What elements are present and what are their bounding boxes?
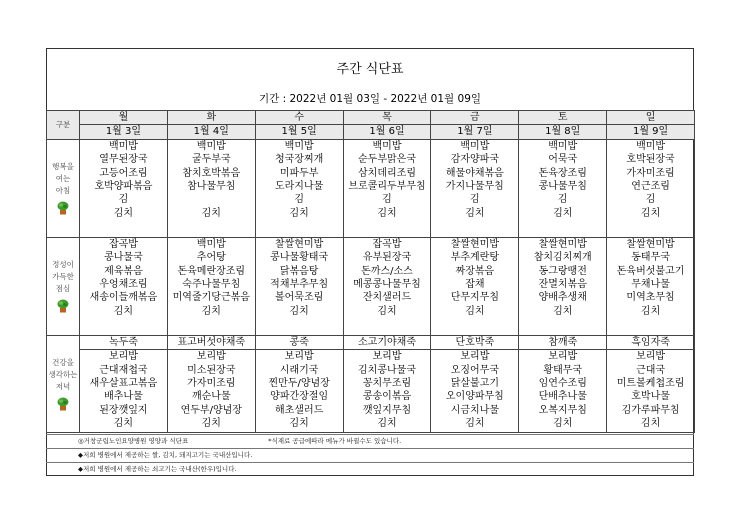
meal-cell xyxy=(167,350,255,433)
menu-item: 김치 xyxy=(465,305,485,317)
menu-item: 고등어조림 xyxy=(99,167,148,179)
meal-label-text: 아침 xyxy=(55,186,71,196)
menu-item: 보리밥 xyxy=(548,351,578,363)
menu-item: 추어탕 xyxy=(196,252,226,264)
meal-row xyxy=(47,350,695,433)
menu-item: 잡곡밥 xyxy=(108,238,138,250)
menu-item: 꽁치무조림 xyxy=(362,378,412,389)
porridge-cell: 참깨죽 xyxy=(519,335,607,349)
meal-label xyxy=(47,335,80,432)
menu-item: 백미밥 xyxy=(636,140,666,152)
menu-item: 콩송이볶음 xyxy=(362,391,412,403)
porridge-cell: 흑임자죽 xyxy=(607,335,695,349)
menu-item: 연근조림 xyxy=(631,180,670,192)
menu-item: 우엉채조림 xyxy=(99,278,148,290)
note-text: ◎거창군립노인요양병원 영양과 식단표 xyxy=(78,437,189,445)
meal-cell xyxy=(519,237,607,335)
menu-item: 잔치샐러드 xyxy=(362,292,412,304)
menu-item: 양배추생채 xyxy=(538,292,587,304)
menu-item: 김치 xyxy=(113,305,134,317)
meal-label-text: 저녁 xyxy=(55,382,71,392)
meal-cell xyxy=(80,139,168,237)
menu-item: 시금치나물 xyxy=(450,404,500,416)
menu-item: 잔멸치볶음 xyxy=(538,278,587,290)
menu-item: 닭살불고기 xyxy=(450,378,500,389)
menu-item: 양파간장절임 xyxy=(270,391,329,403)
meal-cell xyxy=(607,139,695,237)
menu-item: 잡채 xyxy=(465,278,485,290)
menu-item: 순두부맑은국 xyxy=(358,154,416,166)
menu-item: 메콩콩나물무침 xyxy=(353,278,421,290)
menu-item: 보리밥 xyxy=(196,351,226,363)
meal-label xyxy=(47,237,80,335)
menu-item: 김치 xyxy=(640,305,661,317)
menu-item: 미소된장국 xyxy=(187,364,236,376)
menu-item: 새우살표고볶음 xyxy=(89,378,158,389)
menu-item: 청국장찌개 xyxy=(274,154,324,166)
menu-item: 찰쌀현미밥 xyxy=(274,238,324,250)
menu-item: 연두부/양념장 xyxy=(180,404,242,416)
note-text: ◆저희 병원에서 제공하는 쇠고기는 국내산(한우)입니다. xyxy=(78,465,237,473)
meal-cell xyxy=(343,237,431,335)
meal-cell xyxy=(519,350,607,433)
menu-item: 오이양파무침 xyxy=(445,391,504,403)
menu-item: 콩나물무침 xyxy=(538,180,587,192)
menu-item xyxy=(168,193,255,206)
menu-item: 제육볶음 xyxy=(104,265,143,277)
meal-cell xyxy=(167,139,255,237)
menu-item: 미역줄기당근볶음 xyxy=(172,292,250,304)
plant-icon xyxy=(57,201,69,215)
menu-item: 김 xyxy=(470,194,480,206)
menu-item: 김치 xyxy=(377,418,397,430)
menu-item: 가자미조림 xyxy=(626,167,675,179)
menu-item: 김치 xyxy=(465,207,485,219)
day-header: 토 xyxy=(519,111,607,125)
date-header: 1월 9일 xyxy=(607,125,695,139)
menu-item: 찰쌀현미밥 xyxy=(450,238,500,250)
date-header: 1월 7일 xyxy=(431,125,519,139)
menu-item: 돈까스/소스 xyxy=(361,265,413,277)
menu-item: 김가루파무침 xyxy=(621,404,680,416)
menu-item: 보리밥 xyxy=(284,351,314,363)
meal-cell xyxy=(519,139,607,237)
menu-item: 호박나물 xyxy=(631,391,670,403)
menu-item: 김치 xyxy=(465,418,485,430)
menu-item: 김치 xyxy=(113,418,134,430)
day-header: 목 xyxy=(343,111,431,125)
menu-item: 보리밥 xyxy=(372,351,402,363)
menu-period: 기간 : 2022년 01월 03일 - 2022년 01월 09일 xyxy=(258,93,482,105)
menu-item: 가지나물무침 xyxy=(445,180,504,192)
menu-item: 김치 xyxy=(553,305,573,317)
menu-item: 김치 xyxy=(201,207,221,219)
menu-item: 깨순나물 xyxy=(191,391,231,403)
menu-item: 미트볼케첩조림 xyxy=(616,378,685,389)
menu-item: 김치 xyxy=(553,418,573,430)
note-text: *식재료 공급에따라 메뉴가 바뀔수도 있습니다. xyxy=(268,437,402,445)
note-line xyxy=(46,462,694,476)
menu-item: 볼어묵조림 xyxy=(274,292,324,304)
day-header: 수 xyxy=(255,111,343,125)
menu-item: 근대국 xyxy=(636,364,666,376)
menu-item: 백미밥 xyxy=(372,140,402,152)
meal-cell xyxy=(431,139,519,237)
menu-item: 김치 xyxy=(553,207,573,219)
menu-item: 참치김치찌개 xyxy=(533,252,592,264)
meal-row xyxy=(47,139,695,237)
menu-item: 해물야채볶음 xyxy=(445,167,504,179)
menu-item: 김치 xyxy=(201,418,221,430)
menu-item: 가자미조림 xyxy=(187,378,236,389)
menu-item: 김치 xyxy=(377,305,397,317)
meal-cell xyxy=(255,350,343,433)
menu-item: 콩나물국 xyxy=(104,252,143,264)
date-header: 1월 3일 xyxy=(80,125,168,139)
date-header: 1월 5일 xyxy=(255,125,343,139)
menu-item: 단배추나물 xyxy=(538,391,587,403)
menu-item: 단무지무침 xyxy=(450,292,500,304)
meal-cell xyxy=(343,139,431,237)
note-line xyxy=(46,448,694,462)
menu-item: 참치호박볶음 xyxy=(182,167,241,179)
menu-item: 보리밥 xyxy=(108,351,138,363)
menu-item: 열무된장국 xyxy=(99,154,148,166)
date-header: 1월 8일 xyxy=(519,125,607,139)
menu-item: 어묵국 xyxy=(548,154,578,166)
meal-label-text: 행복을 xyxy=(52,162,74,172)
menu-item: 숙주나물무침 xyxy=(182,278,241,290)
menu-item: 호박된장국 xyxy=(626,154,675,166)
header-label: 구분 xyxy=(47,111,80,140)
menu-item: 찰쌀현미밥 xyxy=(626,238,675,250)
menu-item: 백미밥 xyxy=(460,140,490,152)
note-text: ◆저희 병원에서 제공하는 쌀, 김치, 돼지고기는 국내산입니다. xyxy=(78,451,253,459)
menu-item: 적채부추무침 xyxy=(270,278,329,290)
menu-item: 오복지무침 xyxy=(538,404,587,416)
plant-icon xyxy=(57,397,69,411)
menu-item: 시래기국 xyxy=(279,364,319,376)
porridge-cell: 단호박죽 xyxy=(431,335,519,349)
porridge-cell: 표고버섯야채죽 xyxy=(167,335,255,349)
menu-item: 김 xyxy=(557,194,568,206)
menu-item: 된장깻잎지 xyxy=(99,404,148,416)
meal-row xyxy=(47,237,695,335)
menu-item: 브로콜리두부무침 xyxy=(348,180,426,192)
menu-item: 근대재첩국 xyxy=(99,364,148,376)
note-line xyxy=(46,434,694,448)
menu-item: 김치 xyxy=(377,207,397,219)
day-header: 화 xyxy=(167,111,255,125)
notes xyxy=(46,434,694,476)
plant-icon xyxy=(57,299,69,313)
menu-item: 닭볶음탕 xyxy=(279,265,319,277)
weekly-menu-table xyxy=(46,110,695,433)
porridge-cell: 콩죽 xyxy=(255,335,343,349)
menu-item: 돈육버섯불고기 xyxy=(616,265,685,277)
menu-item: 굴두부국 xyxy=(191,154,231,166)
menu-item: 김치 xyxy=(289,207,309,219)
menu-item: 찐만두/양념장 xyxy=(268,378,330,389)
menu-item: 김치 xyxy=(201,305,221,317)
meal-cell xyxy=(607,350,695,433)
menu-item: 감자양파국 xyxy=(450,154,500,166)
menu-item: 미파두부 xyxy=(279,167,319,179)
menu-item: 보리밥 xyxy=(636,351,666,363)
menu-item: 백미밥 xyxy=(548,140,578,152)
menu-item: 백미밥 xyxy=(196,140,226,152)
day-header: 금 xyxy=(431,111,519,125)
meal-label-text: 정성이 xyxy=(52,260,74,270)
menu-item: 돈육메란장조림 xyxy=(177,265,246,277)
menu-item: 해초샐러드 xyxy=(274,404,324,416)
menu-item: 호박양파볶음 xyxy=(94,180,153,192)
meal-cell xyxy=(80,350,168,433)
meal-label-text: 생각하는 xyxy=(48,370,78,380)
menu-item: 새송이들깨볶음 xyxy=(89,292,158,304)
menu-item: 참나물무침 xyxy=(187,180,236,192)
porridge-row xyxy=(47,335,695,349)
menu-item: 김치 xyxy=(113,207,134,219)
meal-cell xyxy=(167,237,255,335)
porridge-cell: 소고기야채죽 xyxy=(343,335,431,349)
meal-cell xyxy=(607,237,695,335)
day-row xyxy=(47,111,695,125)
meal-label-text: 점심 xyxy=(55,284,71,294)
meal-cell xyxy=(255,237,343,335)
meal-cell xyxy=(80,237,168,335)
menu-item: 동그랑땡전 xyxy=(538,265,587,277)
meal-label xyxy=(47,139,80,237)
menu-item: 부추계란탕 xyxy=(450,252,500,264)
meal-cell xyxy=(431,350,519,433)
menu-item: 백미밥 xyxy=(108,140,138,152)
menu-item: 보리밥 xyxy=(460,351,490,363)
date-header: 1월 4일 xyxy=(167,125,255,139)
meal-label-text: 여는 xyxy=(55,174,71,184)
menu-item: 삼치데리조림 xyxy=(358,167,416,179)
menu-item: 유부된장국 xyxy=(362,252,412,264)
menu-item: 김 xyxy=(645,194,656,206)
menu-item: 김치 xyxy=(640,418,661,430)
menu-item: 깻잎지무침 xyxy=(362,404,412,416)
menu-item: 잡곡밥 xyxy=(372,238,402,250)
meal-label-text: 건강을 xyxy=(52,358,74,368)
day-header: 월 xyxy=(80,111,168,125)
page-title: 주간 식단표 xyxy=(336,62,404,77)
date-row xyxy=(47,125,695,139)
menu-item: 콩나물황태국 xyxy=(270,252,329,264)
menu-item: 백미밥 xyxy=(284,140,314,152)
menu-item: 도라지나물 xyxy=(274,180,324,192)
menu-item: 김치콩나물국 xyxy=(358,364,416,376)
menu-item: 김 xyxy=(294,194,304,206)
porridge-cell: 녹두죽 xyxy=(80,335,168,349)
meal-label-text: 가득한 xyxy=(52,272,74,282)
menu-item: 김치 xyxy=(289,305,309,317)
menu-item: 황태무국 xyxy=(543,364,583,376)
menu-item: 무채나물 xyxy=(631,278,670,290)
day-header: 일 xyxy=(607,111,695,125)
date-header: 1월 6일 xyxy=(343,125,431,139)
menu-item: 김 xyxy=(118,194,129,206)
meal-cell xyxy=(343,350,431,433)
menu-item: 백미밥 xyxy=(196,238,226,250)
menu-item: 동태무국 xyxy=(631,252,670,264)
menu-item: 배추나물 xyxy=(104,391,143,403)
menu-item: 돈육장조림 xyxy=(538,167,587,179)
menu-item: 임연수조림 xyxy=(538,378,587,389)
menu-item: 김치 xyxy=(640,207,661,219)
meal-cell xyxy=(255,139,343,237)
menu-item: 김치 xyxy=(289,418,309,430)
menu-item: 미역초무침 xyxy=(626,292,675,304)
menu-item: 김 xyxy=(382,194,392,206)
menu-item: 오징어무국 xyxy=(450,364,500,376)
menu-item: 찰쌀현미밥 xyxy=(538,238,587,250)
menu-item: 짜장볶음 xyxy=(455,265,495,277)
meal-cell xyxy=(431,237,519,335)
